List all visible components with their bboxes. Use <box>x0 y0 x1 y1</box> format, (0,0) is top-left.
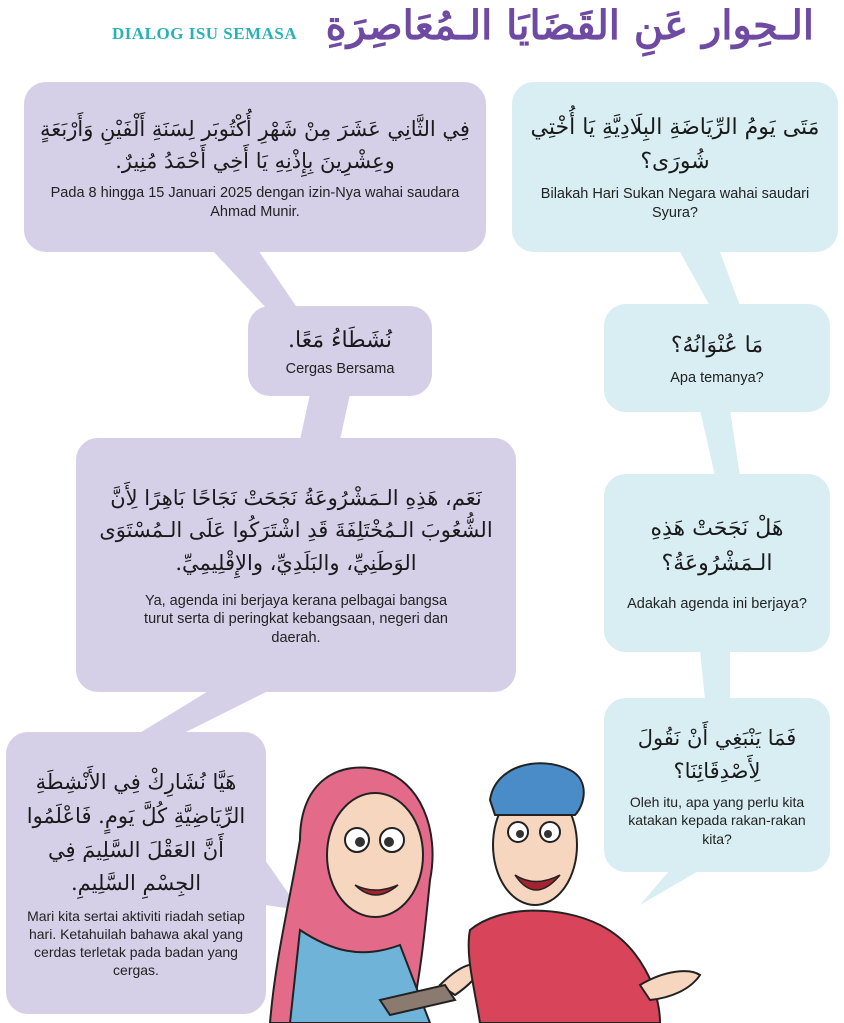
bubble-question-success-arabic: هَلْ نَجَحَتْ هَذِهِ الـمَشْرُوعَةُ؟ <box>650 516 784 576</box>
bubble-question-theme-malay: Apa temanya? <box>670 369 764 386</box>
series-label: DIALOG ISU SEMASA <box>112 24 298 43</box>
bubble-invitation-malay: Mari kita sertai aktiviti riadah setiap hari. Ketahuilah bahawa akal yang cerdas terletak pada badan yang cergas. <box>27 907 245 979</box>
bubble-invitation-arabic: هَيَّا نُشَارِكْ فِي الأَنْشِطَةِ الرِّيَاضِيَّةِ كُلَّ يَومٍ. فَاعْلَمُوا أَنَّ العَقْلَ السَّلِيمَ فِي الجِسْمِ السَّلِيمِ. <box>26 770 246 896</box>
bubble-answer-theme-malay: Cergas Bersama <box>285 360 395 377</box>
bubble-question-theme-arabic: مَا عُنْوَانُهُ؟ <box>670 332 764 358</box>
bubble-answer-success-arabic: نَعَم، هَذِهِ الـمَشْرُوعَةُ نَجَحَتْ نَجَاحًا بَاهِرًا لِأَنَّ الشُّعُوبَ الـمُخْتَلِفَةَ قَدِ اشْتَرَكُوا عَلَى الـمُسْتَوَى الوَطَنِيِّ، والبَلَدِيِّ، والإِقْلِيمِيِّ. <box>99 485 493 575</box>
bubble-question-date-malay: Bilakah Hari Sukan Negara wahai saudari Syura? <box>540 186 810 222</box>
bubble-question-date-arabic: مَتَى يَومُ الرِّيَاضَةِ البِلَادِيَّةِ يَا أُخْتِي شُورَى؟ <box>530 115 820 175</box>
girl-character <box>270 768 485 1023</box>
page-title: الـحِوار عَنِ القَضَايَا الـمُعَاصِرَةِ <box>325 2 814 49</box>
bubble-answer-date-malay: Pada 8 hingga 15 Januari 2025 dengan izin-Nya wahai saudara Ahmad Munir. <box>50 184 460 220</box>
bubble-answer-date-arabic: فِي الثَّانِي عَشَرَ مِنْ شَهْرِ أُكْتُوبَر لِسَنَةِ أَلْفَيْنِ وَأَرْبَعَةٍ وعِشْرِينَ بِإِذْنِهِ يَا أَخِي أَحْمَدُ مُنِيرٌ. <box>40 116 470 174</box>
bubble-question-friends-malay: Oleh itu, apa yang perlu kita katakan kepada rakan-rakan kita? <box>628 794 806 847</box>
bubble-answer-success-malay: Ya, agenda ini berjaya kerana pelbagai bangsa turut serta di peringkat kebangsaan, negeri dan daerah. <box>144 592 448 647</box>
boy-character <box>469 763 700 1023</box>
bubble-answer-theme-arabic: نُشَطَاءُ مَعًا. <box>288 327 392 353</box>
bubble-question-friends-arabic: فَمَا يَنْبَغِي أَنْ نَقُولَ لِأَصْدِقَائِنَا؟ <box>637 726 797 783</box>
bubble-question-success-malay: Adakah agenda ini berjaya? <box>627 595 807 612</box>
